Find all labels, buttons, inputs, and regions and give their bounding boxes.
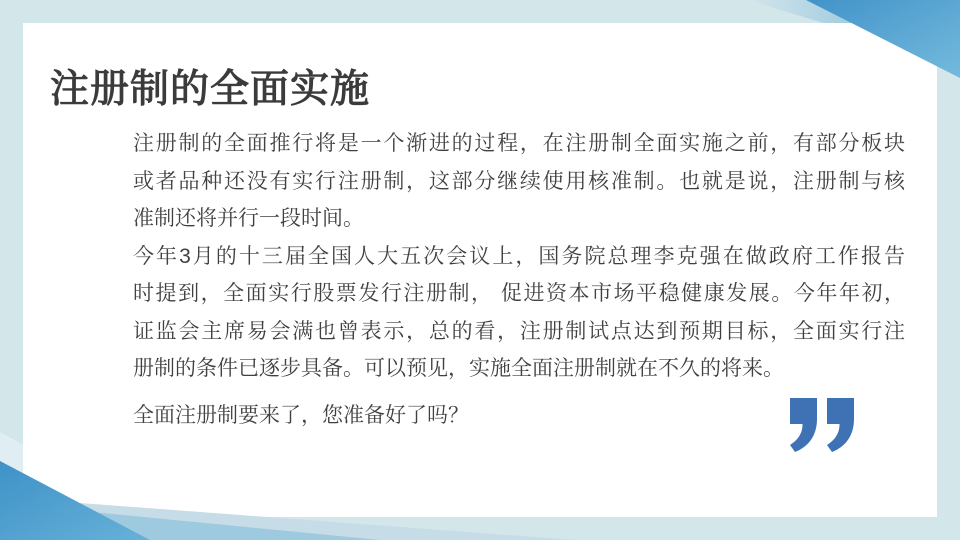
body-line: 册制的条件已逐步具备。可以预见，实施全面注册制就在不久的将来。	[133, 357, 784, 380]
page-title: 注册制的全面实施	[50, 68, 371, 111]
body-line: 注册制的全面推行将是一个渐进的过程，在注册制全面实施之前，有部分板块	[133, 132, 905, 155]
content-card	[23, 23, 937, 517]
body-line: 证监会主席易会满也曾表示，总的看，注册制试点达到预期目标，全面实行注	[133, 319, 905, 343]
body-line: 时提到，全面实行股票发行注册制， 促进资本市场平稳健康发展。今年年初，	[133, 282, 905, 305]
closing-question: 全面注册制要来了，您准备好了吗？	[133, 404, 469, 427]
body-line: 准制还将并行一段时间。	[133, 207, 364, 230]
body-line: 今年3月的十三届全国人大五次会议上，国务院总理李克强在做政府工作报告	[133, 244, 905, 268]
body-line: 或者品种还没有实行注册制，这部分继续使用核准制。也就是说，注册制与核	[133, 169, 905, 193]
